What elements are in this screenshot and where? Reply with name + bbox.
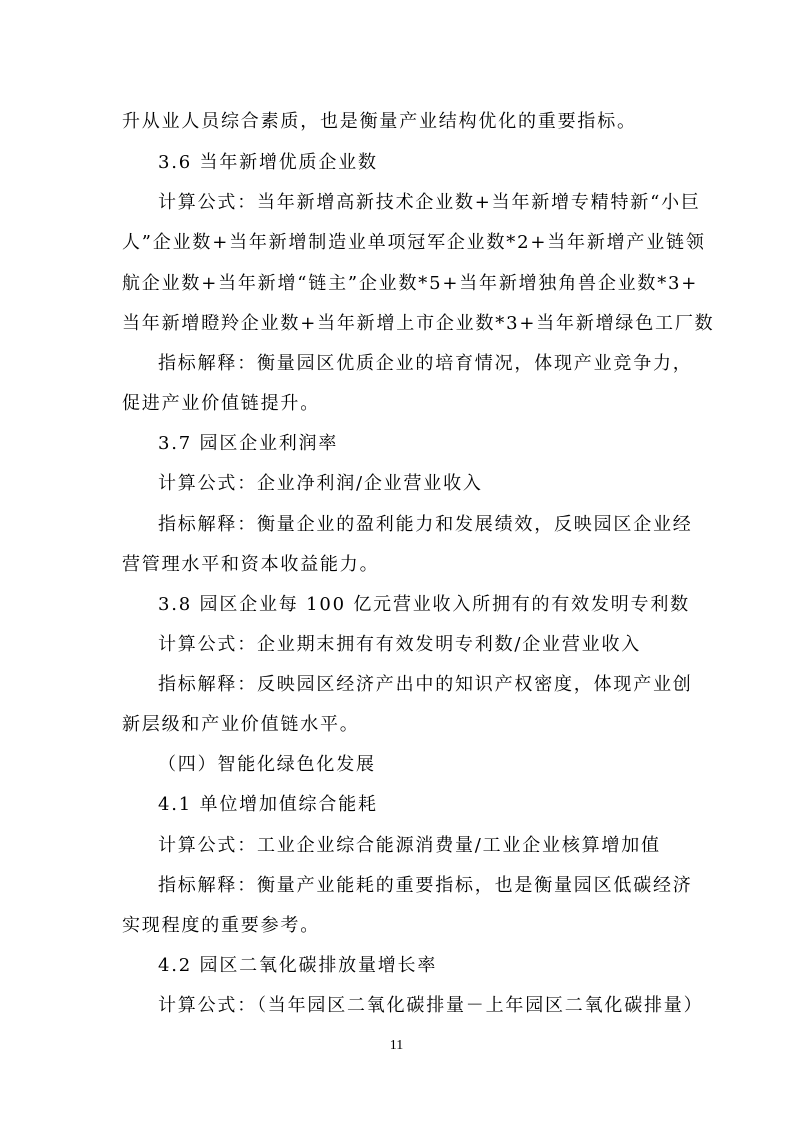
explanation-line: 指标解释：衡量产业能耗的重要指标，也是衡量园区低碳经济 bbox=[158, 875, 693, 896]
section-heading-3-6: 3.6 当年新增优质企业数 bbox=[158, 152, 378, 173]
explanation-line: 指标解释：反映园区经济产出中的知识产权密度，体现产业创 bbox=[158, 674, 693, 695]
formula-line: 计算公式：当年新增高新技术企业数+当年新增专精特新“小巨 bbox=[158, 192, 701, 213]
body-text-line: 新层级和产业价值链水平。 bbox=[122, 714, 360, 735]
section-heading-3-8: 3.8 园区企业每 100 亿元营业收入所拥有的有效发明专利数 bbox=[158, 594, 690, 615]
explanation-line: 指标解释：衡量企业的盈利能力和发展绩效，反映园区企业经 bbox=[158, 514, 693, 535]
body-text-line: 升从业人员综合素质，也是衡量产业结构优化的重要指标。 bbox=[122, 111, 637, 132]
formula-line: 计算公式：企业期末拥有有效发明专利数/企业营业收入 bbox=[158, 634, 642, 655]
body-text-line: 人”企业数+当年新增制造业单项冠军企业数*2+当年新增产业链领 bbox=[122, 232, 706, 253]
chapter-heading: （四）智能化绿色化发展 bbox=[158, 754, 376, 775]
section-heading-3-7: 3.7 园区企业利润率 bbox=[158, 433, 339, 454]
body-text-line: 营管理水平和资本收益能力。 bbox=[122, 554, 380, 575]
section-heading-4-2: 4.2 园区二氧化碳排放量增长率 bbox=[158, 955, 438, 976]
formula-line: 计算公式：（当年园区二氧化碳排量－上年园区二氧化碳排量） bbox=[158, 995, 704, 1016]
body-text-line: 航企业数+当年新增“链主”企业数*5+当年新增独角兽企业数*3+ bbox=[122, 273, 699, 294]
formula-line: 计算公式：企业净利润/企业营业收入 bbox=[158, 473, 483, 494]
explanation-line: 指标解释：衡量园区优质企业的培育情况，体现产业竞争力， bbox=[158, 353, 693, 374]
body-text-line: 当年新增瞪羚企业数+当年新增上市企业数*3+当年新增绿色工厂数 bbox=[122, 313, 715, 334]
formula-line: 计算公式：工业企业综合能源消费量/工业企业核算增加值 bbox=[158, 835, 661, 856]
body-text-line: 促进产业价值链提升。 bbox=[122, 393, 320, 414]
body-text-line: 实现程度的重要参考。 bbox=[122, 915, 320, 936]
page-number: 11 bbox=[389, 1038, 404, 1053]
section-heading-4-1: 4.1 单位增加值综合能耗 bbox=[158, 794, 378, 815]
